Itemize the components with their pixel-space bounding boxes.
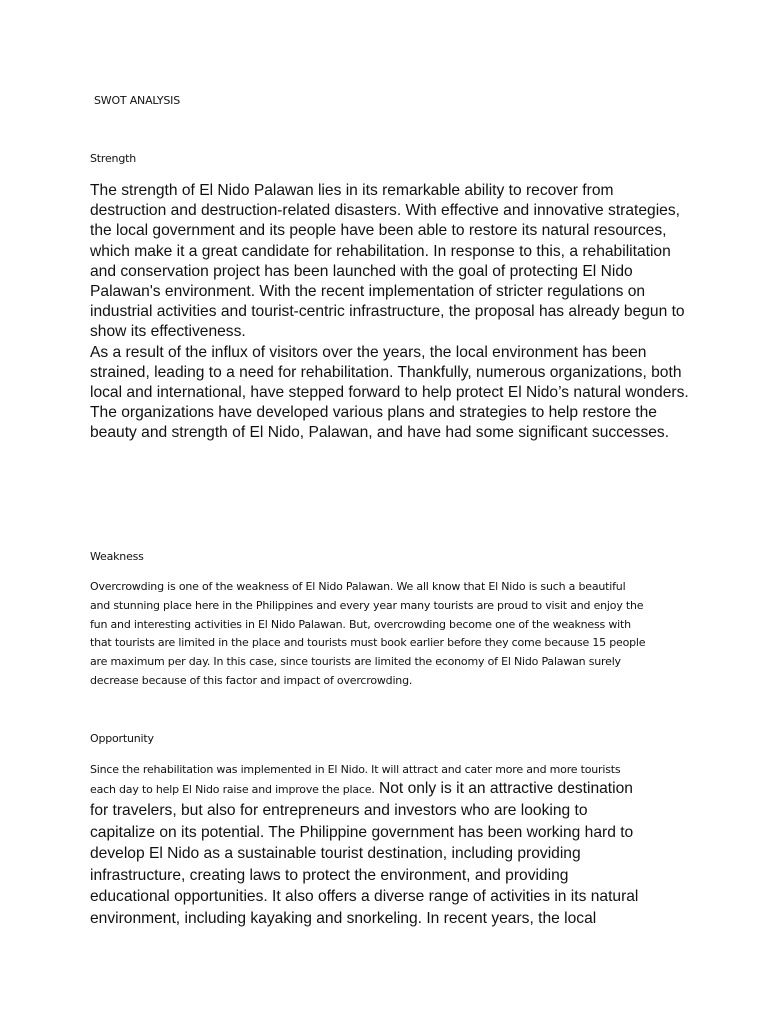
strength-paragraph: As a result of the influx of visitors over the years, the local environment has been strained, leading to a need for rehabilitation. Thankfully, numerous organizations, both local and international, have stepped forward to help protect El Nido’s natural wonders. The organizations have developed various plans and strategies to help restore the beauty and strength of El Nido, Palawan, and have had some significant successes. (90, 343, 689, 442)
document-title: SWOT ANALYSIS (94, 94, 181, 107)
strength-body (90, 181, 690, 444)
weakness-line: Overcrowding is one of the weakness of El Nido Palawan. We all know that El Nido is such a beautiful (90, 580, 626, 593)
opportunity-body (90, 760, 690, 930)
opportunity-line: capitalize on its potential. The Philippine government has been working hard to (90, 823, 634, 841)
opportunity-heading: Opportunity (90, 732, 154, 745)
weakness-heading: Weakness (90, 550, 144, 563)
weakness-line: that tourists are limited in the place and tourists must book earlier before they come because 15 people (90, 636, 646, 650)
opportunity-line: environment, including kayaking and snorkeling. In recent years, the local (90, 909, 597, 927)
weakness-line: are maximum per day. In this case, since tourists are limited the economy of El Nido Palawan surely (90, 655, 621, 669)
opportunity-line: educational opportunities. It also offers a diverse range of activities in its natural (90, 888, 639, 906)
weakness-body (90, 578, 690, 691)
weakness-line: decrease because of this factor and impact of overcrowding. (90, 673, 413, 687)
weakness-line: and stunning place here in the Philippines and every year many tourists are proud to visit and enjoy the (90, 598, 644, 612)
strength-paragraph: The strength of El Nido Palawan lies in its remarkable ability to recover from destruction and destruction-related disasters. With effective and innovative strategies, the local government and its people have been able to restore its natural resources, which make it a great candidate for rehabilitation. In response to this, a rehabilitation and conservation project has been launched with the goal of protecting El Nido Palawan's environment. With the recent implementation of stricter regulations on industrial activities and tourist-centric infrastructure, the proposal has already begun to show its effectiveness. (90, 182, 685, 341)
opportunity-line-large-part: Not only is it an attractive destination (374, 780, 633, 797)
opportunity-line: infrastructure, creating laws to protect the environment, and providing (90, 866, 569, 884)
opportunity-large-text (90, 800, 690, 930)
opportunity-line: develop El Nido as a sustainable tourist destination, including providing (90, 845, 581, 863)
opportunity-line-small-part: each day to help El Nido raise and improve the place. (90, 783, 375, 796)
weakness-line: fun and interesting activities in El Nido Palawan. But, overcrowding become one of the weakness with (90, 617, 631, 631)
strength-heading: Strength (90, 152, 136, 165)
opportunity-mixed-line (90, 779, 690, 800)
opportunity-line: Since the rehabilitation was implemented in El Nido. It will attract and cater more and more tourists (90, 763, 621, 776)
opportunity-line: for travelers, but also for entrepreneurs and investors who are looking to (90, 802, 588, 819)
